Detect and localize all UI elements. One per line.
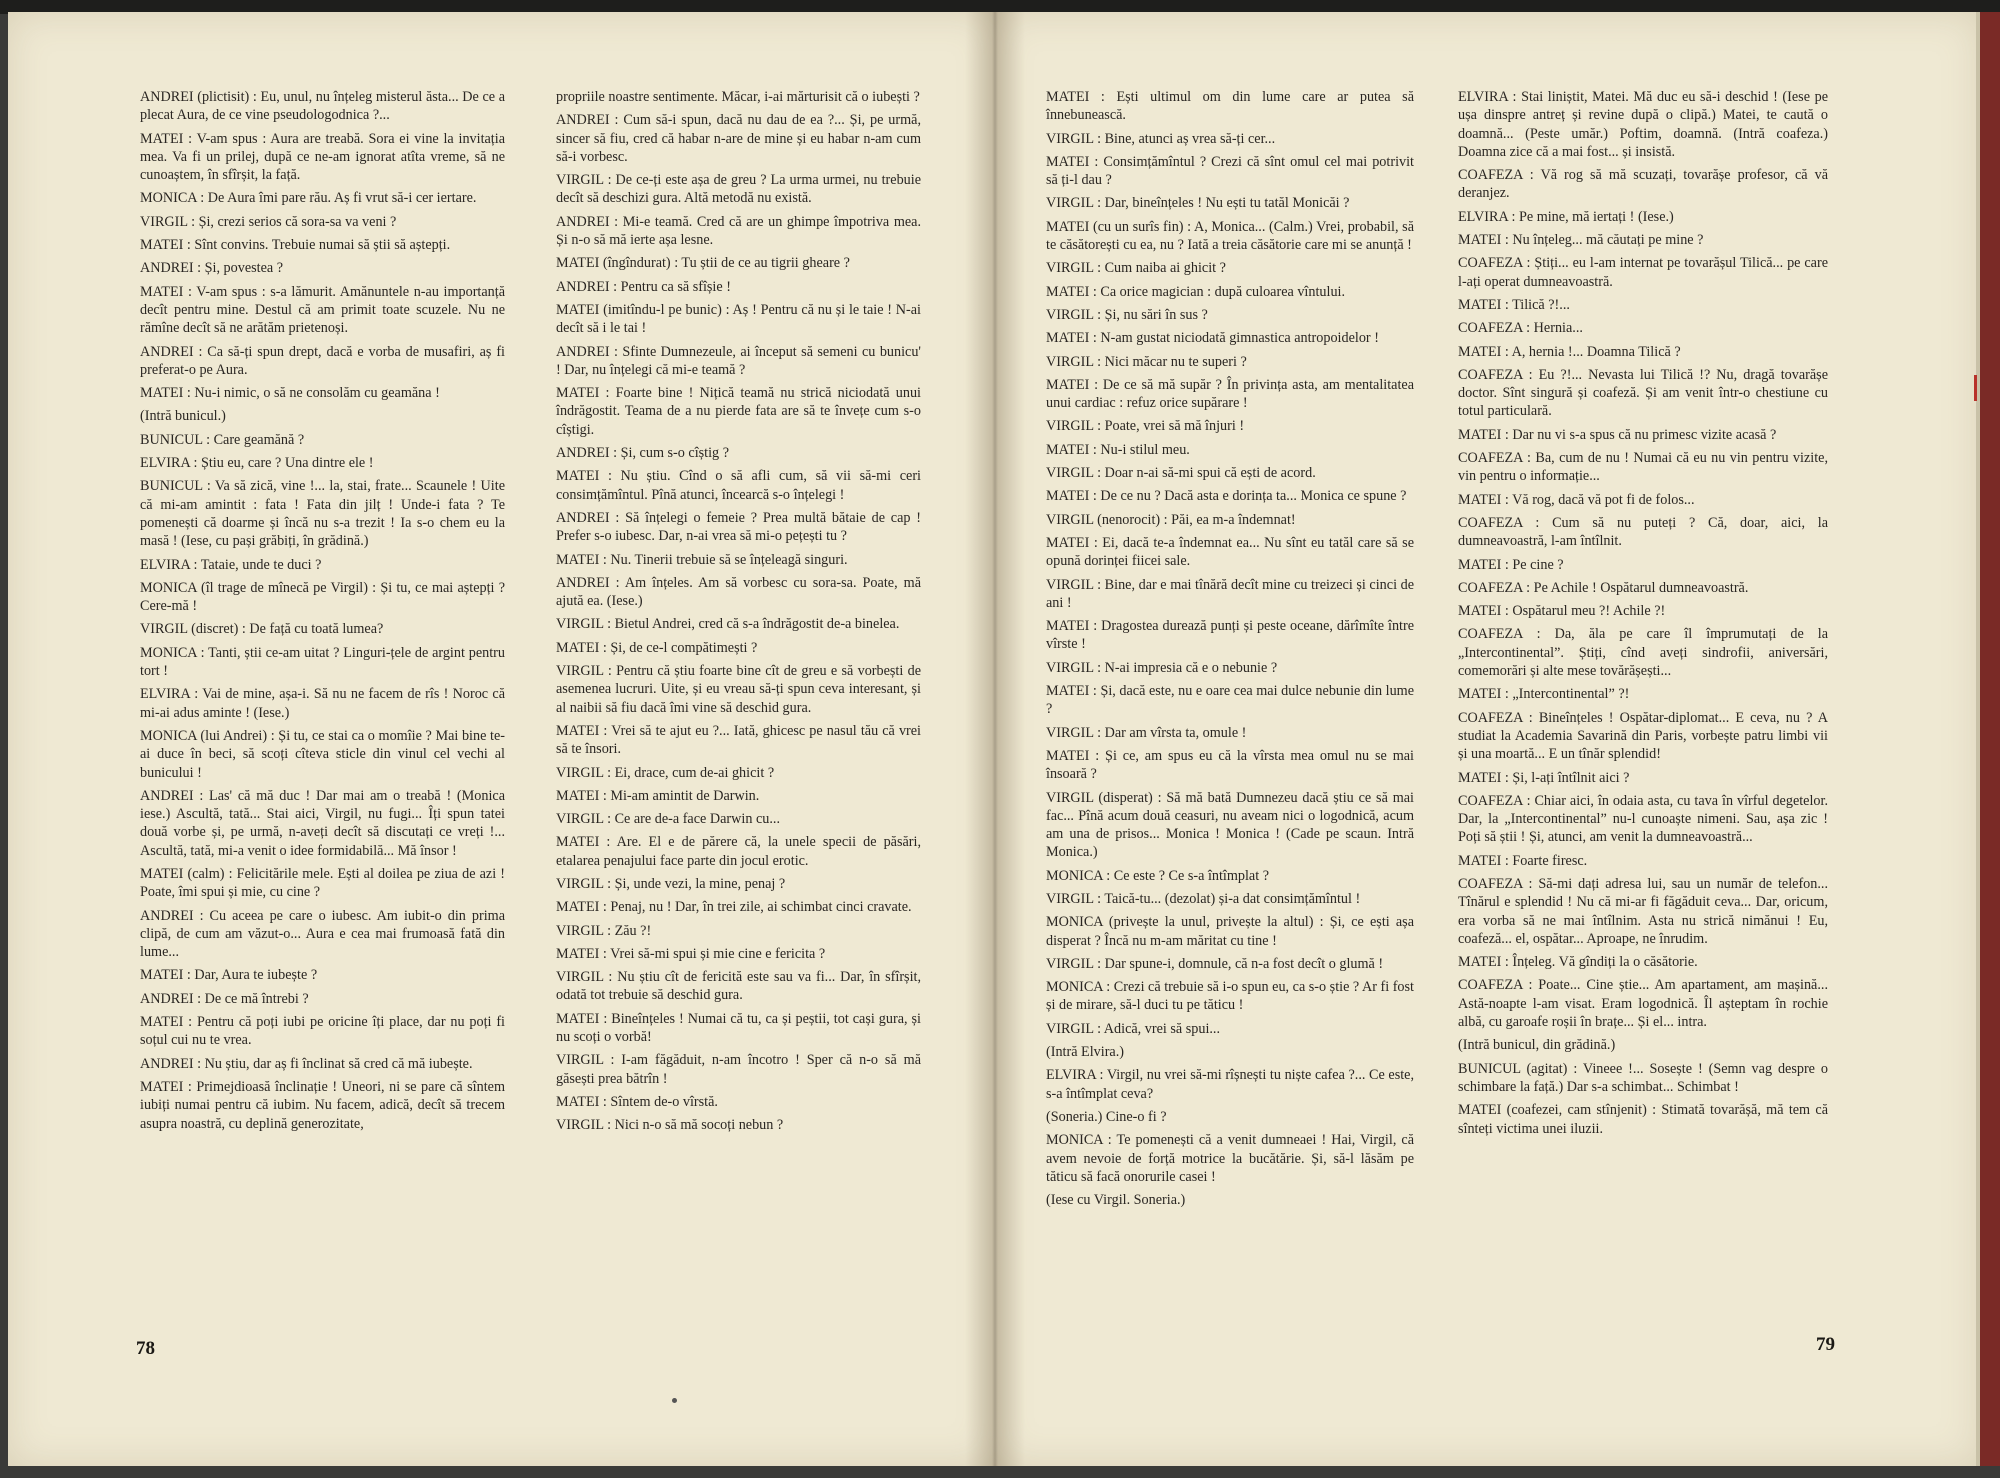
dialogue-line: VIRGIL : Dar am vîrsta ta, omule !: [1046, 724, 1247, 741]
dialogue-line: VIRGIL : Nu știu cît de fericită este sau va fi... Dar, în sfîrșit, odată tot trebuie să deschid gura.: [556, 969, 921, 1004]
dialogue-line: MATEI : Pe cine ?: [1458, 556, 1564, 573]
dialogue-line: MATEI : Foarte firesc.: [1458, 852, 1588, 869]
print-speck: [672, 1398, 677, 1403]
dialogue-line: MATEI (coafezei, cam stînjenit) : Stimată tovarășă, mă tem că sînteți victima unei iluzii.: [1458, 1102, 1828, 1137]
dialogue-line: MATEI : Vrei să-mi spui și mie cine e fericita ?: [556, 945, 826, 962]
dialogue-line: COAFEZA : Știți... eu l-am internat pe tovarășul Tilică... pe care l-ați operat dumneavoastră.: [1458, 255, 1828, 290]
dialogue-line: ANDREI (plictisit) : Eu, unul, nu înțeleg misterul ăsta... De ce a plecat Aura, de ce vine pseudologodnica ?...: [140, 89, 505, 124]
dialogue-line: COAFEZA : Eu ?!... Nevasta lui Tilică !? Nu, dragă tovarășe doctor. Sînt singură și coafeză. Și am venit într-o chestiune cu totul particulară.: [1458, 366, 1828, 420]
dialogue-line: MATEI : Tilică ?!...: [1458, 296, 1570, 313]
page-number-left: 78: [136, 1338, 155, 1359]
dialogue-line: ANDREI : Sfinte Dumnezeule, ai început să semeni cu bunicu' ! Dar, nu înțelegi că mi-e teamă ?: [556, 343, 921, 378]
dialogue-line: COAFEZA : Bineînțeles ! Ospătar-diplomat... E ceva, nu ? A studiat la Academia Savarină din Paris, vorbește patru limbi vii și una moartă... E un tînăr splendid!: [1458, 709, 1828, 763]
dialogue-line: MATEI : Ei, dacă te-a îndemnat ea... Nu sînt eu tatăl care să se opună dorinței fiicei sale.: [1046, 534, 1414, 570]
dialogue-line: MATEI : Bineînțeles ! Numai că tu, ca și peștii, tot cași gura, și nu scoți o vorbă!: [556, 1010, 921, 1046]
dialogue-line: MATEI : Dragostea durează punți și peste oceane, dărîmîte între vîrste !: [1046, 618, 1414, 653]
dialogue-line: BUNICUL (agitat) : Vineee !... Sosește ! (Semn vag despre o schimbare la față.) Dar s-a schimbat... Schimbat !: [1458, 1060, 1828, 1095]
dialogue-line: MATEI (imitîndu-l pe bunic) : Aș ! Pentru că nu și le taie ! N-ai decît să i le tai !: [556, 301, 921, 337]
dialogue-line: ANDREI : Mi-e teamă. Cred că are un ghimpe împotriva mea. Și n-o să mă ierte așa lesne.: [556, 213, 921, 249]
dialogue-line: ELVIRA : Virgil, nu vrei să-mi rîșnești tu niște cafea ?... Ce este, s-a întîmplat ceva?: [1046, 1067, 1414, 1102]
dialogue-line: VIRGIL : Taică-tu... (dezolat) și-a dat consimțămîntul !: [1046, 890, 1361, 907]
dialogue-line: MONICA : Crezi că trebuie să i-o spun eu, ca s-o știe ? Ar fi fost și de mirare, să-l duci tu pe tăticu !: [1046, 979, 1414, 1014]
dialogue-line: COAFEZA : Vă rog să mă scuzați, tovarășe profesor, că vă deranjez.: [1458, 167, 1828, 202]
dialogue-line: COAFEZA : Hernia...: [1458, 320, 1583, 337]
dialogue-line: MATEI : Pentru că poți iubi pe oricine îți place, dar nu poți fi soțul cui nu te vrea.: [140, 1014, 505, 1049]
dialogue-line: ELVIRA : Pe mine, mă iertați ! (Iese.): [1458, 208, 1674, 225]
dialogue-line: VIRGIL (nenorocit) : Păi, ea m-a îndemnat!: [1046, 511, 1296, 528]
book-cover-edge: [1980, 12, 2000, 1466]
dialogue-line: VIRGIL : Doar n-ai să-mi spui că ești de acord.: [1046, 465, 1316, 482]
dialogue-line: MATEI (cu un surîs fin) : A, Monica... (Calm.) Vrei, probabil, să te căsătorești cu ea, nu ? Iată a treia căsătorie care mi se anunță !: [1046, 218, 1414, 254]
dialogue-line: MONICA : Te pomenești că a venit dumneaei ! Hai, Virgil, că avem nevoie de forță motrice la bucătărie. Și, să-l lăsăm pe tăticu să facă onorurile casei !: [1046, 1132, 1414, 1185]
dialogue-line: ELVIRA : Stai liniștit, Matei. Mă duc eu să-i deschid ! (Iese pe ușa dinspre antreț și revine după o clipă.) Matei, te caută o doamnă... (Peste umăr.) Poftim, doamnă. (Intră coafeza.) Doamna zice că a mai fost... și insistă.: [1458, 89, 1828, 160]
dialogue-line: MATEI : „Intercontinental” ?!: [1458, 686, 1630, 703]
dialogue-line: VIRGIL : Bietul Andrei, cred că s-a îndrăgostit de-a binelea.: [556, 616, 900, 633]
dialogue-line: ANDREI : Ca să-ți spun drept, dacă e vorba de musafiri, aș fi preferat-o pe Aura.: [140, 343, 505, 378]
dialogue-line: MATEI : Dar, Aura te iubește ?: [140, 967, 318, 984]
dialogue-line: VIRGIL : Zău ?!: [556, 922, 652, 939]
dialogue-line: ANDREI : Am înțeles. Am să vorbesc cu sora-sa. Poate, mă ajută ea. (Iese.): [556, 574, 921, 610]
dialogue-line: VIRGIL : Bine, dar e mai tînără decît mine cu treizeci și cinci de ani !: [1046, 576, 1414, 611]
dialogue-line: MATEI (calm) : Felicitările mele. Ești al doilea pe ziua de azi ! Poate, îmi spui și mie, cu cine ?: [140, 865, 505, 901]
dialogue-line: ANDREI : Să înțelegi o femeie ? Prea multă bătaie de cap ! Prefer s-o iubesc. Dar, n-ai vrea să mi-o pețești tu ?: [556, 509, 921, 545]
dialogue-line: MATEI : Nu-i stilul meu.: [1046, 441, 1190, 458]
dialogue-line: COAFEZA : Ba, cum de nu ! Numai că eu nu vin pentru vizite, vin pentru o informație...: [1458, 450, 1828, 485]
dialogue-line: MATEI : Înțeleg. Vă gîndiți la o căsătorie.: [1458, 954, 1698, 971]
dialogue-line: ANDREI : Cum să-i spun, dacă nu dau de ea ?... Și, pe urmă, sincer să fiu, cred că habar n-are de mine și eu habar n-am cum să-i vorbesc.: [556, 112, 921, 165]
dialogue-line: MATEI : V-am spus : s-a lămurit. Amănuntele n-au importanță decît pentru mine. Destul că am primit toate scuzele. Nu ne rămîne decît să ne arătăm prietenoși.: [140, 283, 505, 337]
dialogue-line: MATEI : Ospătarul meu ?! Achile ?!: [1458, 603, 1666, 620]
dialogue-line: COAFEZA : Poate... Cine știe... Am apartament, am mașină... Astă-noapte l-am visat. Eram logodnică. Îl așteptam în rochie albă, cu garoafe roșii în brațe... Și el... intra.: [1458, 977, 1828, 1031]
left-page-column-2: [556, 88, 921, 1135]
dialogue-line: VIRGIL : Pentru că știu foarte bine cît de greu e să vorbești de asemenea lucruri. Uite, și eu vreau să-ți spun ceva interesant, și al naibii să fiu dacă îmi vine să deschid gura.: [556, 663, 921, 716]
dialogue-line: propriile noastre sentimente. Măcar, i-ai mărturisit că o iubești ?: [556, 89, 920, 105]
dialogue-line: VIRGIL : Ei, drace, cum de-ai ghicit ?: [556, 764, 775, 781]
dialogue-line: ANDREI : Și, povestea ?: [140, 260, 284, 277]
dialogue-line: MATEI : Are. El e de părere că, la unele specii de păsări, etalarea penajului face parte din jocul erotic.: [556, 834, 921, 869]
dialogue-line: MATEI : Nu. Tinerii trebuie să se înțeleagă singuri.: [556, 551, 848, 568]
dialogue-line: ANDREI : De ce mă întrebi ?: [140, 990, 309, 1007]
dialogue-line: MATEI : Sînt convins. Trebuie numai să știi să aștepți.: [140, 237, 451, 254]
dialogue-line: MATEI : De ce nu ? Dacă asta e dorința ta... Monica ce spune ?: [1046, 488, 1407, 505]
dialogue-line: ANDREI : Nu știu, dar aș fi înclinat să cred că mă iubește.: [140, 1055, 473, 1072]
right-page-column-2: [1458, 88, 1828, 1138]
bookmark-mark: [1974, 375, 1977, 401]
dialogue-line: VIRGIL : Și, unde vezi, la mine, penaj ?: [556, 875, 786, 892]
dialogue-line: (Soneria.) Cine-o fi ?: [1046, 1108, 1167, 1125]
dialogue-line: MATEI : Nu înțeleg... mă căutați pe mine ?: [1458, 232, 1704, 249]
dialogue-line: MATEI : Nu știu. Cînd o să afli cum, să vii să-mi ceri consimțămîntul. Pînă atunci, încearcă s-o înțelegi !: [556, 468, 921, 503]
dialogue-line: VIRGIL : N-ai impresia că e o nebunie ?: [1046, 659, 1278, 676]
dialogue-line: ELVIRA : Tataie, unde te duci ?: [140, 556, 322, 573]
dialogue-line: VIRGIL : Nici măcar nu te superi ?: [1046, 353, 1247, 370]
dialogue-line: MATEI : A, hernia !... Doamna Tilică ?: [1458, 343, 1681, 360]
dialogue-line: MATEI : Ești ultimul om din lume care ar putea să înnebunească.: [1046, 89, 1414, 124]
dialogue-line: MATEI : N-am gustat niciodată gimnastica antropoidelor !: [1046, 330, 1379, 347]
dialogue-line: COAFEZA : Cum să nu puteți ? Că, doar, aici, la dumneavoastră, l-am întîlnit.: [1458, 514, 1828, 550]
dialogue-line: MATEI : Penaj, nu ! Dar, în trei zile, ai schimbat cinci cravate.: [556, 899, 912, 916]
dialogue-line: MATEI : Și, de ce-l compătimești ?: [556, 639, 758, 656]
dialogue-line: VIRGIL : De ce-ți este așa de greu ? La urma urmei, nu trebuie decît să deschizi gura. Altă metodă nu există.: [556, 172, 921, 207]
dialogue-line: ANDREI : Las' că mă duc ! Dar mai am o treabă ! (Monica iese.) Ascultă, tată... Stai aici, Virgil, nu fugi... Îți spun tatei două vorbe și, pe urmă, n-aveți decît să discutați ce vreți !... Ascultă, tată, mi-a venit o idee formidabilă... Mă însor !: [140, 787, 505, 859]
dialogue-line: MATEI : Ca orice magician : după culoarea vîntului.: [1046, 283, 1346, 300]
dialogue-line: VIRGIL : Cum naiba ai ghicit ?: [1046, 260, 1226, 277]
dialogue-line: MONICA (lui Andrei) : Și tu, ce stai ca o momîie ? Mai bine te-ai duce în beci, să scoți cîteva sticle din vinul cel vechi al bunicului !: [140, 727, 505, 781]
dialogue-line: BUNICUL : Va să zică, vine !... la, stai, frate... Scaunele ! Uite că mi-am amintit : fata ! Fata din jilț ! Unde-i fata ? Te pomenești că doarme și încă nu s-a trezit ! Ia s-o chem eu la masă ! (Iese, cu pași grăbiți, în grădină.): [140, 478, 505, 550]
dialogue-line: MATEI : Vă rog, dacă vă pot fi de folos...: [1458, 491, 1695, 508]
dialogue-line: MATEI : Foarte bine ! Nițică teamă nu strică niciodată unui îndrăgostit. Teama de a nu pierde fata are să te învețe cum s-o cîștigi.: [556, 385, 921, 438]
left-page-column-1: [140, 88, 505, 1133]
dialogue-line: MATEI : V-am spus : Aura are treabă. Sora ei vine la invitația mea. Va fi un prilej, după ce ne-am ignorat atîta vreme, să ne cunoaștem, în sfîrșit, la față.: [140, 130, 505, 184]
dialogue-line: MONICA (îl trage de mînecă pe Virgil) : Și tu, ce mai aștepți ? Cere-mă !: [140, 579, 505, 615]
dialogue-line: ANDREI : Cu aceea pe care o iubesc. Am iubit-o din prima clipă, de cum am văzut-o... Aura e cea mai frumoasă fată din lume...: [140, 907, 505, 961]
dialogue-line: COAFEZA : Să-mi dați adresa lui, sau un număr de telefon... Tînărul e splendid ! Nu că mi-ar fi făgăduit ceva... Dar, oricum, era vorba să ne mai întîlnim. Asta nu strică nimănui ! Eu, coafeză... el, ospătar... Aproape, ne înrudim.: [1458, 875, 1828, 947]
dialogue-line: MATEI : Primejdioasă înclinație ! Uneori, ni se pare că sîntem iubiți numai pentru că iubim. Nu facem, adică, decît să trecem asupra noastră, cu deplină generozitate,: [140, 1078, 505, 1132]
dialogue-line: VIRGIL (discret) : De față cu toată lumea?: [140, 621, 384, 638]
dialogue-line: MONICA : Tanti, știi ce-am uitat ? Linguri-țele de argint pentru tort !: [140, 644, 505, 680]
dialogue-line: MATEI : De ce să mă supăr ? În privința asta, am mentalitatea unui cardiac : refuz orice supărare !: [1046, 376, 1414, 412]
dialogue-line: ELVIRA : Știu eu, care ? Una dintre ele !: [140, 455, 374, 472]
dialogue-line: (Intră bunicul, din grădină.): [1458, 1037, 1616, 1054]
right-page-column-1: [1046, 88, 1414, 1209]
dialogue-line: MATEI : Mi-am amintit de Darwin.: [556, 787, 760, 804]
dialogue-line: VIRGIL : I-am făgăduit, n-am încotro ! Sper că n-o să mă găsești prea bătrîn !: [556, 1052, 921, 1087]
dialogue-line: (Iese cu Virgil. Soneria.): [1046, 1192, 1186, 1209]
dialogue-line: VIRGIL : Dar spune-i, domnule, că n-a fost decît o glumă !: [1046, 955, 1384, 972]
dialogue-line: COAFEZA : Da, ăla pe care îl împrumutați de la „Intercontinental”. Știți, cînd aveți sindrofii, aniversări, comemorări și alte mese tovărășești...: [1458, 626, 1828, 680]
dialogue-line: VIRGIL : Nici n-o să mă socoți nebun ?: [556, 1117, 784, 1134]
dialogue-line: VIRGIL : Dar, bineînțeles ! Nu ești tu tatăl Monicăi ?: [1046, 195, 1350, 212]
dialogue-line: VIRGIL : Și, crezi serios că sora-sa va veni ?: [140, 213, 397, 230]
dialogue-line: MATEI : Sîntem de-o vîrstă.: [556, 1093, 718, 1110]
dialogue-line: VIRGIL : Și, nu sări în sus ?: [1046, 306, 1208, 323]
dialogue-line: MATEI : Și, l-ați întîlnit aici ?: [1458, 769, 1630, 786]
dialogue-line: ANDREI : Și, cum s-o cîștig ?: [556, 445, 729, 462]
dialogue-line: VIRGIL : Bine, atunci aș vrea să-ți cer...: [1046, 130, 1276, 147]
dialogue-line: (Intră bunicul.): [140, 408, 226, 425]
dialogue-line: MATEI : Și ce, am spus eu că la vîrsta mea omul nu se mai însoară ?: [1046, 747, 1414, 783]
dialogue-line: VIRGIL : Adică, vrei să spui...: [1046, 1020, 1221, 1037]
dialogue-line: MONICA : Ce este ? Ce s-a întîmplat ?: [1046, 867, 1270, 884]
dialogue-line: MATEI : Și, dacă este, nu e oare cea mai dulce nebunie din lume ?: [1046, 683, 1414, 718]
dialogue-line: VIRGIL : Poate, vrei să mă înjuri !: [1046, 418, 1245, 435]
dialogue-line: MONICA : De Aura îmi pare rău. Aș fi vrut să-i cer iertare.: [140, 190, 477, 207]
dialogue-line: (Intră Elvira.): [1046, 1044, 1124, 1061]
dialogue-line: ELVIRA : Vai de mine, așa-i. Să nu ne facem de rîs ! Noroc că mi-ai adus aminte ! (Iese.): [140, 686, 505, 721]
dialogue-line: MONICA (privește la unul, privește la altul) : Și, ce ești așa disperat ? Încă nu m-am măritat cu tine !: [1046, 914, 1414, 949]
dialogue-line: COAFEZA : Pe Achile ! Ospătarul dumneavoastră.: [1458, 579, 1749, 596]
dialogue-line: COAFEZA : Chiar aici, în odaia asta, cu tava în vîrful degetelor. Dar, la „Intercontinental” nu-l cunoaște nimeni. Sau, așa zic ! Poți să știi ! Și, atunci, am venit la dumneavoastră...: [1458, 792, 1828, 846]
dialogue-line: MATEI : Vrei să te ajut eu ?... Iată, ghicesc pe nasul tău că vrei să te însori.: [556, 722, 921, 758]
dialogue-line: VIRGIL (disperat) : Să mă bată Dumnezeu dacă știu ce să mai fac... Pînă acum două ceasuri, nu aveam nici o logodnică, acum am una de prisos... Monica ! Monica ! (Cade pe scaun. Intră Monica.): [1046, 789, 1414, 861]
dialogue-line: MATEI : Consimțămîntul ? Crezi că sînt omul cel mai potrivit să ți-l dau ?: [1046, 153, 1414, 189]
dialogue-line: MATEI : Dar nu vi s-a spus că nu primesc vizite acasă ?: [1458, 426, 1777, 443]
dialogue-line: ANDREI : Pentru ca să sfîșie !: [556, 278, 731, 295]
page-number-right: 79: [1816, 1334, 1835, 1355]
dialogue-line: MATEI : Nu-i nimic, o să ne consolăm cu geamăna !: [140, 385, 440, 402]
dialogue-line: MATEI (îngîndurat) : Tu știi de ce au tigrii gheare ?: [556, 255, 850, 272]
dialogue-line: VIRGIL : Ce are de-a face Darwin cu...: [556, 811, 780, 828]
dialogue-line: BUNICUL : Care geamănă ?: [140, 431, 305, 448]
